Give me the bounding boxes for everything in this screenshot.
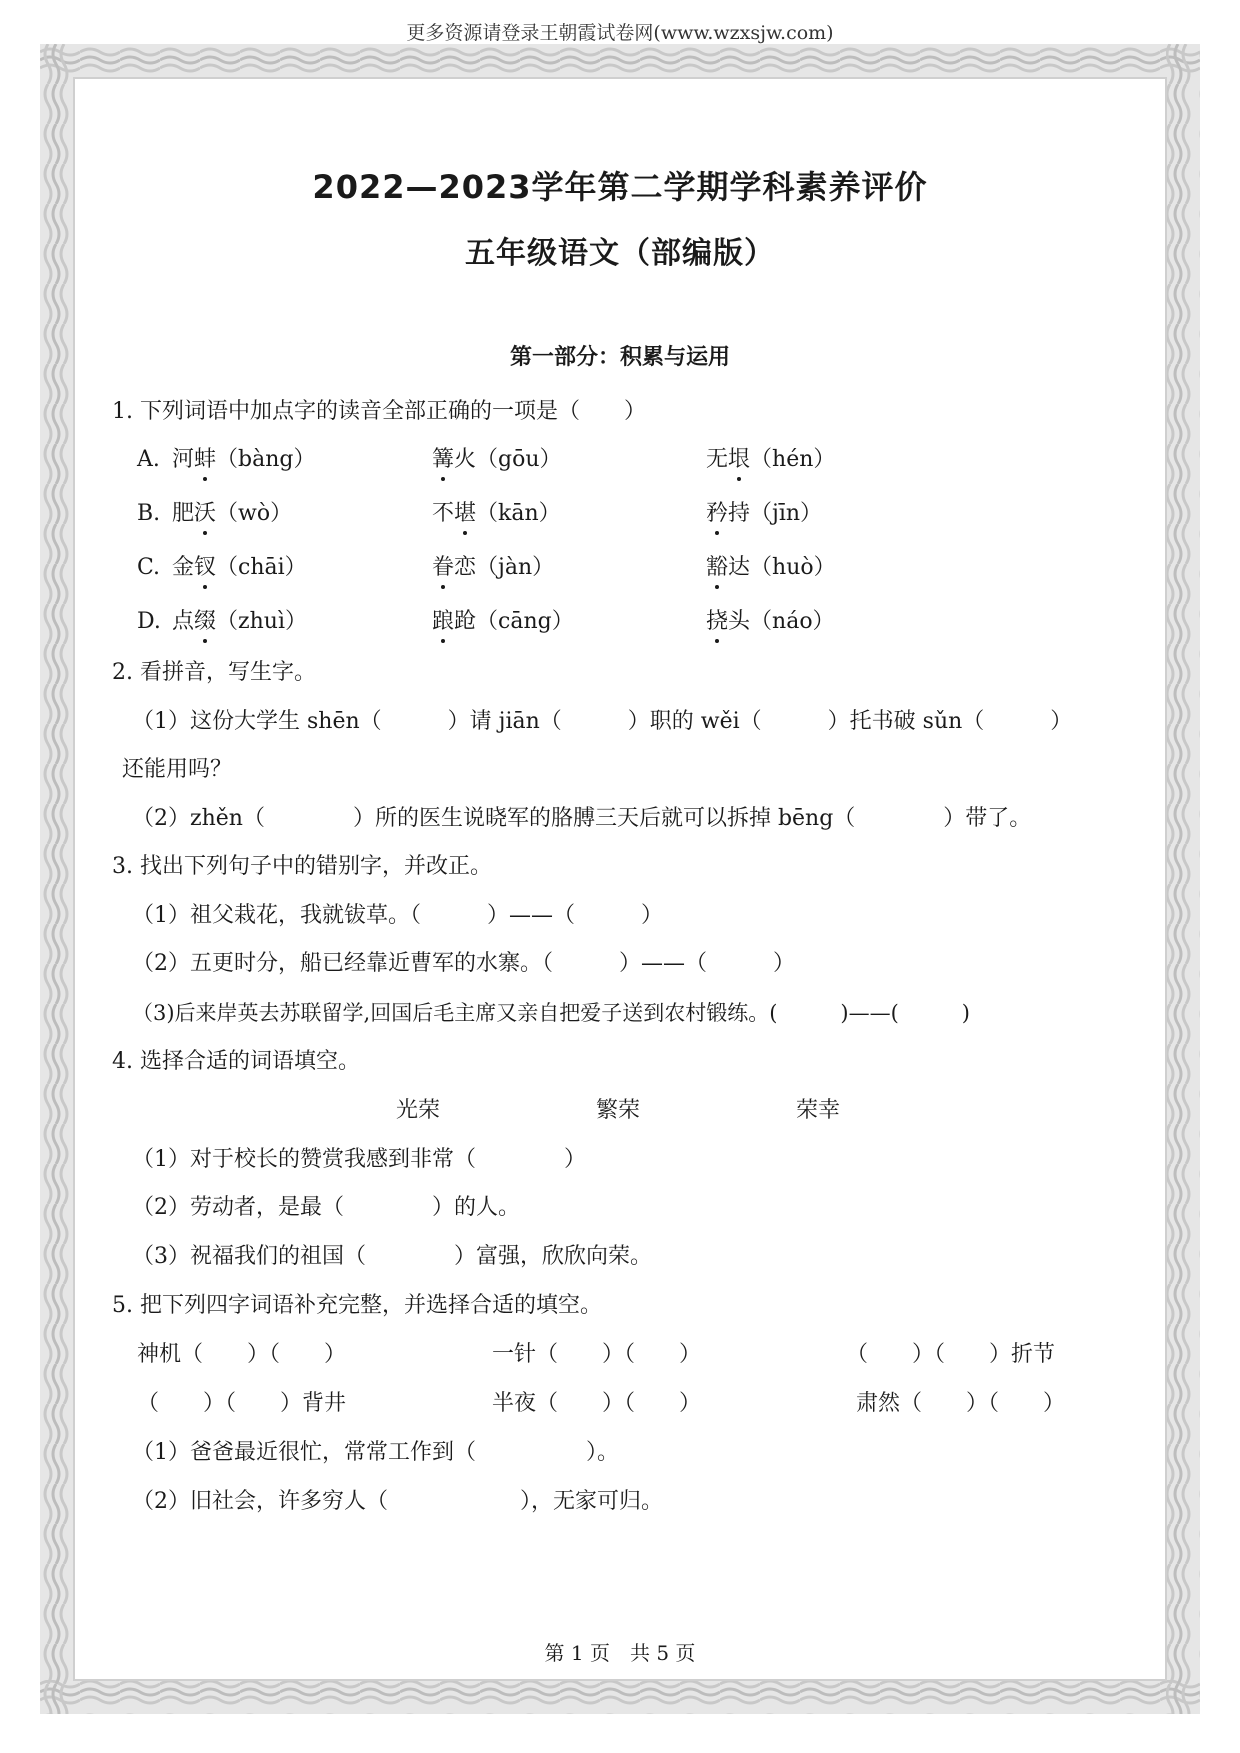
q2-stem: 2. 看拼音，写生字。	[112, 660, 316, 685]
section-heading: 第一部分：积累与运用	[509, 345, 730, 370]
q3-line3: （3)后来岸英去苏联留学,回国后毛主席又亲自把爱子送到农村锻练。( )——( )	[132, 1001, 970, 1025]
option-item: 无垠（hén）	[706, 445, 835, 475]
option-item: 豁达（huò）	[706, 553, 836, 583]
option-item: 篝火（gōu）	[432, 445, 562, 475]
q4-stem: 4. 选择合适的词语填空。	[112, 1049, 360, 1074]
q5-line1: （1）爸爸最近很忙，常常工作到（ ）。	[132, 1440, 619, 1465]
title-line1: 2022—2023学年第二学期学科素养评价	[312, 168, 928, 206]
q5-line2: （2）旧社会，许多穷人（ ），无家可归。	[132, 1489, 663, 1514]
q4-word: 繁荣	[596, 1098, 641, 1123]
q5-idiom: 半夜（ ）（ ）	[492, 1391, 702, 1416]
q3-line1: （1）祖父栽花，我就钹草。（ ）——（ ）	[132, 903, 663, 928]
q2-line1: （1）这份大学生 shēn（ ）请 jiān（ ）职的 wěi（ ）托书破 sǔn（ ）	[132, 709, 1073, 734]
option-label: C.	[137, 555, 161, 580]
q5-stem: 5. 把下列四字词语补充完整，并选择合适的填空。	[112, 1293, 602, 1318]
q2-line2: 还能用吗？	[122, 757, 233, 782]
option-item: 河蚌（bàng）	[172, 445, 315, 475]
option-item: 挠头（náo）	[706, 607, 835, 637]
page-footer: 第 1 页 共 5 页	[544, 1641, 696, 1665]
q4-line2: （2）劳动者，是最（ ）的人。	[132, 1195, 520, 1220]
q5-idiom: 神机（ ）（ ）	[137, 1342, 347, 1367]
option-label: A.	[137, 447, 160, 472]
option-label: D.	[137, 609, 161, 634]
q3-line2: （2）五更时分，船已经靠近曹军的水寨。（ ）——（ ）	[132, 951, 795, 976]
title-line2: 五年级语文（部编版）	[465, 236, 775, 271]
q5-idiom: 肃然（ ）（ ）	[856, 1391, 1066, 1416]
option-item: 肥沃（wò）	[172, 499, 292, 529]
option-label: B.	[137, 501, 161, 526]
top-banner: 更多资源请登录王朝霞试卷网(www.wzxsjw.com)	[406, 22, 834, 44]
option-item: 金钗（chāi）	[172, 553, 307, 583]
option-item: 点缀（zhuì）	[172, 607, 307, 637]
option-item: 不堪（kān）	[432, 499, 561, 529]
q3-stem: 3. 找出下列句子中的错别字，并改正。	[112, 854, 492, 879]
q5-idiom: （ ）（ ）折节	[846, 1342, 1056, 1367]
option-item: 踉跄（cāng）	[432, 607, 574, 637]
q2-line3: （2）zhěn（ ）所的医生说晓军的胳膊三天后就可以拆掉 bēng（ ）带了。	[132, 806, 1032, 831]
q4-line1: （1）对于校长的赞赏我感到非常（ ）	[132, 1147, 586, 1172]
q1-stem: 1. 下列词语中加点字的读音全部正确的一项是（ ）	[112, 399, 646, 424]
q5-idiom: （ ）（ ）背井	[137, 1391, 347, 1416]
q4-line3: （3）祝福我们的祖国（ ）富强，欣欣向荣。	[132, 1244, 652, 1269]
q4-word: 荣幸	[796, 1098, 841, 1123]
option-item: 矜持（jīn）	[706, 499, 822, 529]
q4-word: 光荣	[396, 1098, 441, 1123]
option-item: 眷恋（jàn）	[432, 553, 554, 583]
q5-idiom: 一针（ ）（ ）	[492, 1342, 702, 1367]
